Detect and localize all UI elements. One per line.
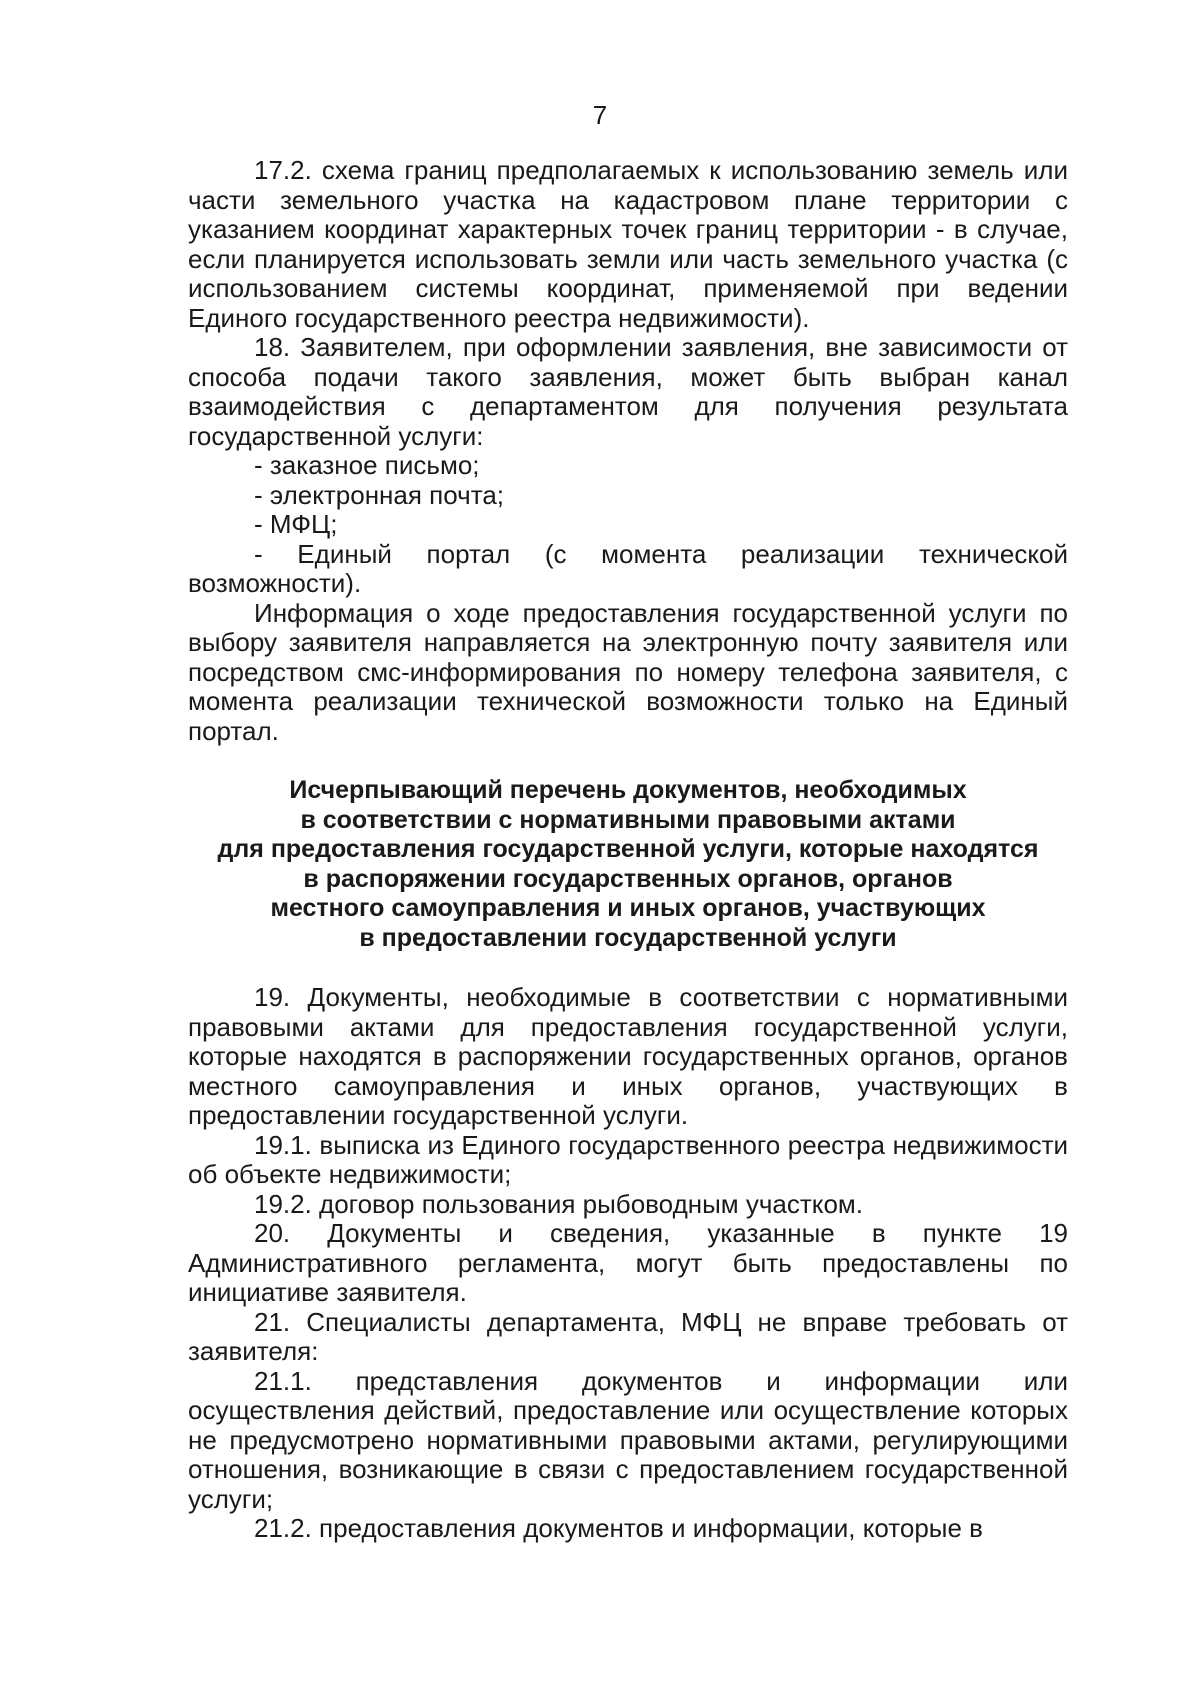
paragraph-18: 18. Заявителем, при оформлении заявления, вне зависимости от способа подачи такого заявления, может быть выбран канал взаимодействия с департаментом для получения результата государственной услуги: [188,332,1068,451]
paragraph-19-2: 19.2. договор пользования рыбоводным участком. [254,1188,864,1219]
paragraph-21-1: 21.1. представления документов и информации или осуществления действий, предоставление или осуществление которых не предусмотрено нормативными правовыми актами, регулирующими отношения, возникающие в связи с предоставлением государственной услуги; [188,1365,1068,1514]
paragraph-19: 19. Документы, необходимые в соответствии с нормативными правовыми актами для предоставления государственной услуги, которые находятся в распоряжении государственных органов, органов местного самоуправления и иных органов, участвующих в предоставлении государственной услуги. [188,982,1068,1130]
heading-line: местного самоуправления и иных органов, участвующих [270,894,986,922]
paragraph-21: 21. Специалисты департамента, МФЦ не вправе требовать от заявителя: [188,1306,1068,1366]
list-item-registered-letter: - заказное письмо; [254,450,480,480]
heading-line: Исчерпывающий перечень документов, необходимых [289,776,967,804]
list-item-email: - электронная почта; [254,479,504,510]
heading-line: для предоставления государственной услуги, которые находятся [217,835,1039,863]
list-item-mfc: - МФЦ; [254,509,338,539]
paragraph-21-2: 21.2. предоставления документов и информации, которые в [254,1513,983,1543]
heading-line: в распоряжении государственных органов, органов [303,864,953,893]
heading-line: в соответствии с нормативными правовыми актами [300,805,956,834]
page-number: 7 [592,100,608,130]
paragraph-19-1: 19.1. выписка из Единого государственного реестра недвижимости об объекте недвижимости; [188,1129,1068,1189]
document-body [188,156,1068,1544]
list-item-unified-portal: - Единый портал (с момента реализации технической возможности). [188,538,1068,598]
section-heading [188,776,1068,953]
paragraph-20: 20. Документы и сведения, указанные в пункте 19 Административного регламента, могут быть предоставлены по инициативе заявителя. [188,1218,1068,1307]
paragraph-info: Информация о ходе предоставления государственной услуги по выбору заявителя направляется на электронную почту заявителя или посредством смс-информирования по номеру телефона заявителя, с момента реализации технической возможности только на Единый портал. [188,597,1068,746]
paragraph-17-2: 17.2. схема границ предполагаемых к использованию земель или части земельного участка на кадастровом плане территории с указанием координат характерных точек границ территории - в случае, если планируется использовать земли или часть земельного участка (с использованием системы координат, применяемой при ведении Единого государственного реестра недвижимости). [188,155,1068,333]
heading-line: в предоставлении государственной услуги [359,923,897,952]
